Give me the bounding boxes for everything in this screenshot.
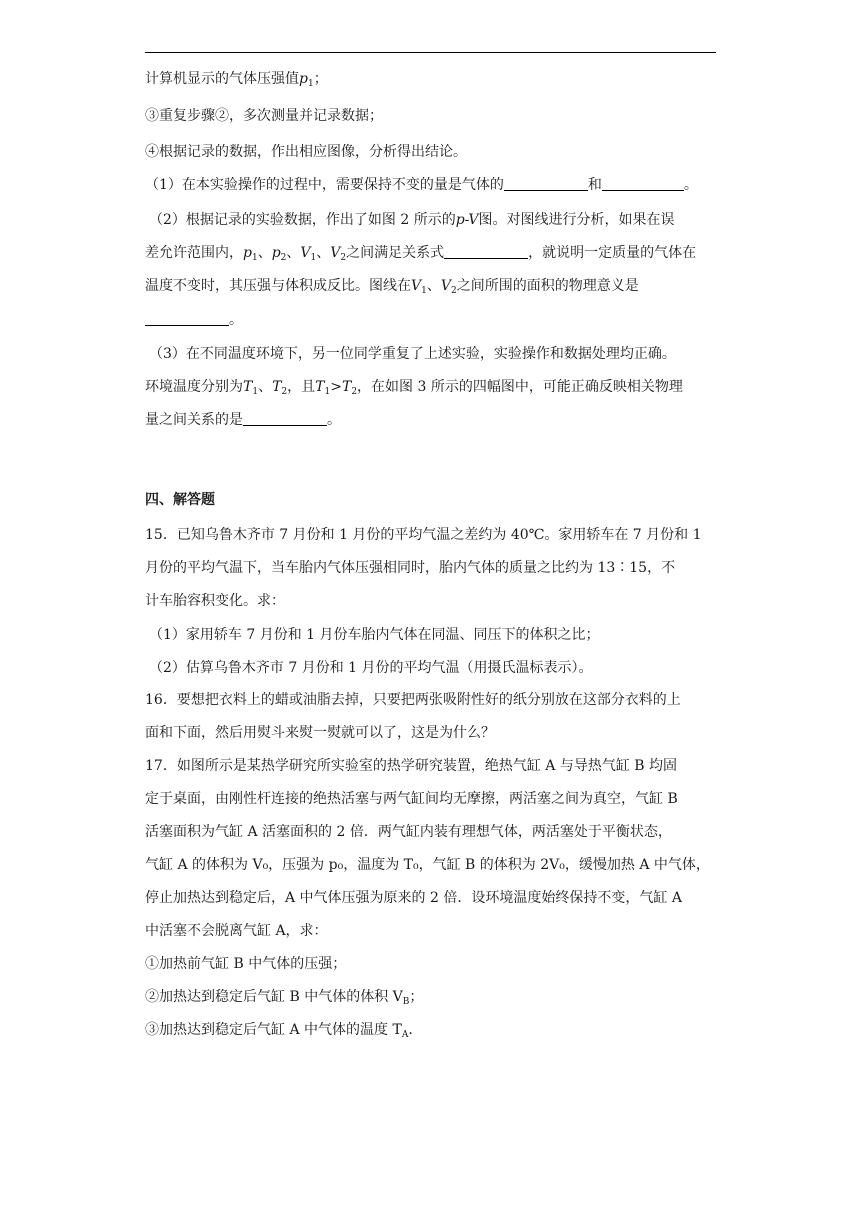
question-1: （1）在本实验操作的过程中，需要保持不变的量是气体的 和 。 [145,177,698,193]
question-2-line-3: 温度不变时，其压强与体积成反比。图线在$V_1$、$V_2$之间所围的面积的物理意义是 [145,278,639,296]
answer-blank[interactable] [444,244,528,259]
pressure-display-line: 计算机显示的气体压强值$p_1$； [145,71,328,89]
question-17-line-5: 停止加热达到稳定后，A 中气体压强为原来的 2 倍．设环境温度始终保持不变，气缸 A [145,890,682,906]
question-16-line-1: 16．要想把衣料上的蜡或油脂去掉，只要把两张吸附性好的纸分别放在这部分衣料的上 [145,692,681,708]
step-3: ③重复步骤②，多次测量并记录数据； [145,108,383,124]
question-17-sub-2: ②加热达到稳定后气缸 B 中气体的体积 $V_B$； [145,989,424,1007]
question-16-line-2: 面和下面，然后用熨斗来熨一熨就可以了，这是为什么？ [145,725,495,741]
question-17-line-2: 定于桌面，由刚性杆连接的绝热活塞与两气缸间均无摩擦，两活塞之间为真空，气缸 B [145,791,678,807]
question-3-line-3: 量之间关系的是 。 [145,412,341,428]
question-17-line-6: 中活塞不会脱离气缸 A，求： [145,923,328,939]
answer-blank[interactable] [602,176,684,191]
question-15-line-1: 15．已知乌鲁木齐市 7 月份和 1 月份的平均气温之差约为 40℃。家用轿车在 7 月份和 1 [145,527,702,543]
question-17-line-4: 气缸 A 的体积为 V₀，压强为 p₀，温度为 T₀，气缸 B 的体积为 2V₀，缓慢加热 A 中气体， [145,857,710,873]
answer-blank[interactable] [145,311,229,326]
question-2-line-2: 差允许范围内，$p_1$、$p_2$、$V_1$、$V_2$之间满足关系式 ，就说明一定质量的气体在 [145,245,697,263]
answer-blank[interactable] [243,411,327,426]
question-17-sub-1: ①加热前气缸 B 中气体的压强； [145,956,347,972]
question-17-line-1: 17．如图所示是某热学研究所实验室的热学研究装置，绝热气缸 A 与导热气缸 B 均固 [145,758,678,774]
question-15-line-2: 月份的平均气温下，当车胎内气体压强相同时，胎内气体的质量之比约为 13∶15，不 [145,560,676,576]
step-4: ④根据记录的数据，作出相应图像，分析得出结论。 [145,144,467,160]
question-3-line-1: （3）在不同温度环境下，另一位同学重复了上述实验，实验操作和数据处理均正确。 [149,346,676,362]
question-2-line-4: 。 [145,310,243,330]
answer-blank[interactable] [504,176,588,191]
section-heading: 四、解答题 [145,492,215,508]
question-17-sub-3: ③加热达到稳定后气缸 A 中气体的温度 $T_A$. [145,1022,413,1040]
header-rule [145,52,716,53]
question-15-sub-1: （1）家用轿车 7 月份和 1 月份车胎内气体在同温、同压下的体积之比； [149,627,600,643]
question-15-sub-2: （2）估算乌鲁木齐市 7 月份和 1 月份的平均气温（用摄氏温标表示）。 [149,660,593,676]
question-15-line-3: 计车胎容积变化。求： [145,593,285,609]
question-2-line-1: （2）根据记录的实验数据，作出了如图 2 所示的p-V图。对图线进行分析，如果在误 [149,212,675,228]
question-3-line-2: 环境温度分别为$T_1$、$T_2$，且$T_1>T_2$，在如图 3 所示的四幅图中，可能正确反映相关物理 [145,379,683,397]
question-17-line-3: 活塞面积为气缸 A 活塞面积的 2 倍．两气缸内装有理想气体，两活塞处于平衡状态， [145,824,672,840]
